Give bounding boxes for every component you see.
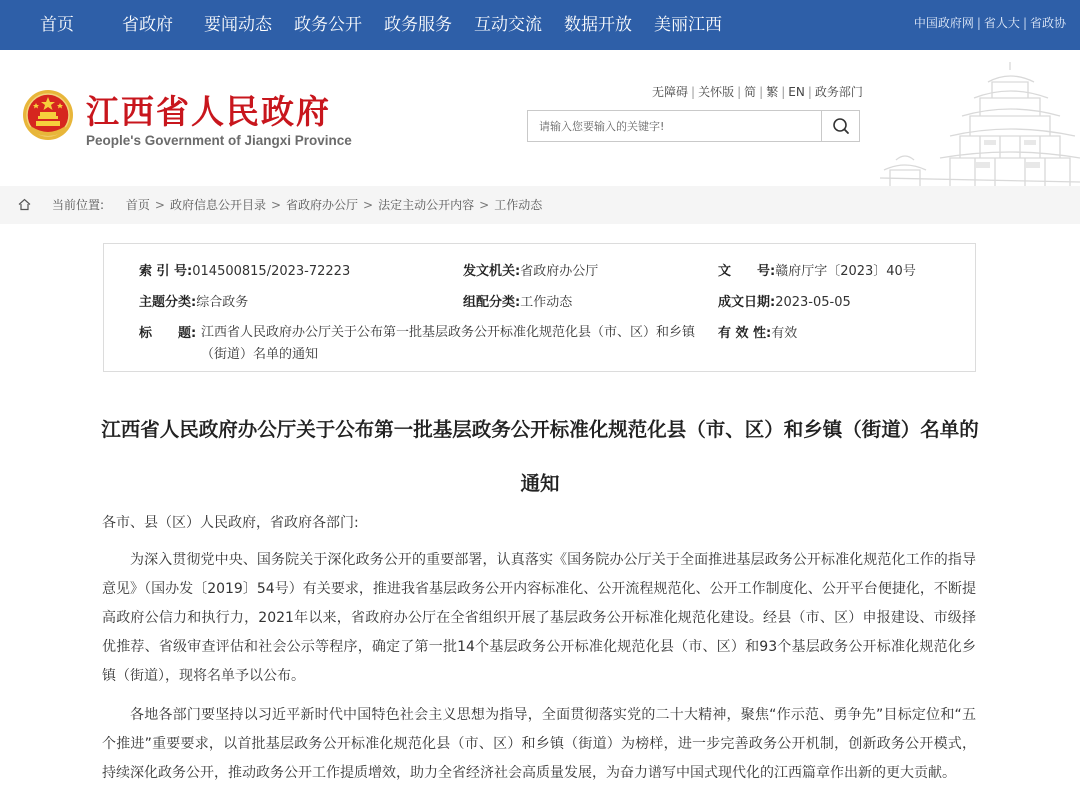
meta-docno-value: 赣府厅字〔2023〕40号 [775, 264, 916, 279]
separator: | [1022, 16, 1027, 30]
link-care-version[interactable]: 关怀版 [698, 85, 735, 99]
link-china-gov[interactable]: 中国政府网 [913, 16, 974, 30]
nav-item-open-data[interactable]: 数据开放 [564, 15, 632, 35]
breadcrumb [52, 186, 542, 224]
breadcrumb-home[interactable]: 首页 [125, 198, 150, 212]
breadcrumb-separator: > [270, 198, 282, 212]
meta-validity-label: 有 效 性: [718, 326, 772, 341]
article-paragraph-2: 各地各部门要坚持以习近平新时代中国特色社会主义思想为指导，全面贯彻落实党的二十大精神，聚焦“作示范、勇争先”目标定位和“五个推进”重要要求，以首批基层政务公开标准化规范化县（市、区）和乡镇（街道）为榜样，进一步完善政务公开机制，创新政务公开模式，持续深化政务公开，推动政务公开工作提质增效，助力全省经济社会高质量发展，为奋力谱写中国式现代化的江西篇章作出新的更大贡献。 [102, 707, 976, 781]
home-icon [18, 198, 31, 211]
meta-issuer [463, 260, 598, 279]
meta-date-value: 2023-05-05 [775, 295, 851, 310]
meta-topic-value: 综合政务 [196, 295, 249, 310]
breadcrumb-general-office[interactable]: 省政府办公厅 [286, 198, 359, 212]
link-provincial-cppcc[interactable]: 省政协 [1029, 16, 1066, 30]
meta-title-label: 标 题: [139, 326, 197, 341]
breadcrumb-info-catalog[interactable]: 政府信息公开目录 [169, 198, 266, 212]
pavilion-illustration [880, 58, 1080, 186]
top-external-links [914, 0, 1066, 46]
nav-item-interaction[interactable]: 互动交流 [474, 15, 542, 35]
site-header [0, 50, 1080, 186]
nav-item-beautiful-jiangxi[interactable]: 美丽江西 [654, 15, 722, 35]
search-input[interactable] [528, 111, 822, 141]
breadcrumb-label: 当前位置: [52, 198, 105, 212]
meta-category-value: 工作动态 [520, 295, 573, 310]
site-subtitle: People's Government of Jiangxi Province [86, 133, 352, 148]
national-emblem-icon [22, 88, 74, 142]
meta-category [463, 291, 572, 310]
meta-validity-value: 有效 [771, 326, 798, 341]
site-title: 江西省人民政府 [86, 92, 331, 131]
nav-item-home[interactable]: 首页 [40, 15, 74, 35]
search-icon [822, 111, 860, 141]
separator: | [781, 85, 786, 99]
meta-topic-label: 主题分类: [139, 295, 197, 310]
top-nav-bar [0, 0, 1080, 50]
link-simplified[interactable]: 简 [744, 85, 757, 99]
breadcrumb-separator: > [154, 198, 165, 212]
separator: | [976, 16, 981, 30]
meta-index-number [139, 260, 350, 279]
meta-date-label: 成文日期: [718, 295, 776, 310]
search-button[interactable] [821, 111, 859, 141]
meta-topic [139, 291, 248, 310]
link-provincial-congress[interactable]: 省人大 [983, 16, 1020, 30]
meta-date [718, 291, 851, 310]
article-title: 江西省人民政府办公厅关于公布第一批基层政务公开标准化规范化县（市、区）和乡镇（街道）名单的通知 [101, 418, 979, 495]
nav-item-news[interactable]: 要闻动态 [204, 15, 272, 35]
meta-index-label: 索 引 号: [139, 264, 193, 279]
meta-title-value: 江西省人民政府办公厅关于公布第一批基层政务公开标准化规范化县（市、区）和乡镇（街道）名单的通知 [201, 325, 696, 362]
meta-document-number [718, 260, 916, 279]
meta-title-label-cell [139, 322, 196, 341]
document-metadata-table [103, 243, 976, 372]
meta-issuer-label: 发文机关: [463, 264, 521, 279]
article-salutation: 各市、县（区）人民政府，省政府各部门: [102, 515, 359, 531]
article-paragraph-1: 为深入贯彻党中央、国务院关于深化政务公开的重要部署，认真落实《国务院办公厅关于全面推进基层政务公开标准化规范化工作的指导意见》（国办发〔2019〕54号）有关要求，推进我省基层政务公开内容标准化、公开流程规范化、公开工作制度化、公开平台便捷化，不断提高政府公信力和执行力，2021年以来，省政府办公厅在全省组织开展了基层政务公开标准化规范化建设。经县（市、区）申报建设、市级择优推荐、省级审查评估和社会公示等程序，确定了第一批14个基层政务公开标准化规范化县（市、区）和93个基层政务公开标准化规范化乡镇（街道），现将名单予以公布。 [102, 552, 976, 684]
link-gov-departments[interactable]: 政务部门 [814, 85, 863, 99]
search-box [527, 110, 860, 142]
nav-item-provincial-gov[interactable]: 省政府 [122, 15, 173, 35]
breadcrumb-statutory-content[interactable]: 法定主动公开内容 [378, 198, 475, 212]
breadcrumb-work-news[interactable]: 工作动态 [494, 198, 543, 212]
separator: | [737, 85, 742, 99]
separator: | [807, 85, 812, 99]
breadcrumb-separator: > [363, 198, 374, 212]
breadcrumb-separator: > [479, 198, 490, 212]
link-english[interactable]: EN [788, 85, 805, 99]
nav-item-gov-services[interactable]: 政务服务 [384, 15, 452, 35]
nav-item-gov-disclosure[interactable]: 政务公开 [294, 15, 362, 35]
breadcrumb-bar [0, 186, 1080, 224]
meta-category-label: 组配分类: [463, 295, 521, 310]
meta-issuer-value: 省政府办公厅 [520, 264, 599, 279]
link-traditional[interactable]: 繁 [766, 85, 779, 99]
link-accessibility[interactable]: 无障碍 [652, 85, 689, 99]
separator: | [691, 85, 696, 99]
utility-links [652, 83, 863, 100]
meta-validity [718, 322, 797, 341]
separator: | [759, 85, 764, 99]
meta-index-value: 014500815/2023-72223 [192, 264, 351, 279]
meta-docno-label: 文 号: [718, 264, 776, 279]
